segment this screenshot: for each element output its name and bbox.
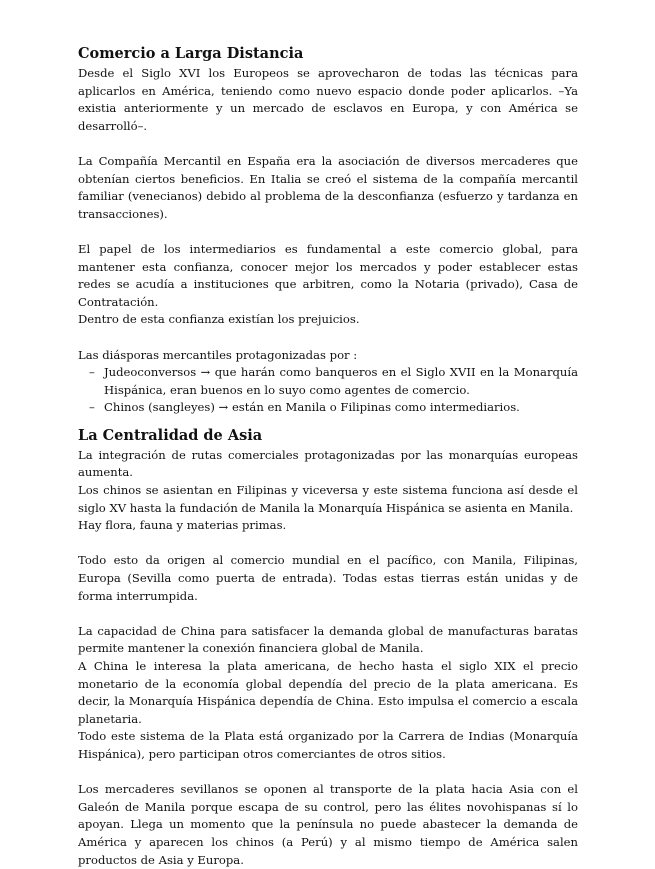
paragraph: A China le interesa la plata americana, de hecho hasta el siglo XIX el precio monetario de la economía global dependía del precio de la plata americana. Es decir, la Monarquía Hispánica dependía de China. Esto impulsa el comercio a escala planetaria. bbox=[78, 659, 578, 726]
paragraph: Todo este sistema de la Plata está organizado por la Carrera de Indias (Monarquía Hispánica), pero participan otros comerciantes de otros sitios. bbox=[78, 729, 578, 761]
list-item: – Chinos (sangleyes) → están en Manila o Filipinas como intermediarios. bbox=[78, 399, 578, 417]
paragraph-spacer bbox=[78, 535, 578, 553]
paragraph: Las diásporas mercantiles protagonizadas por : bbox=[78, 347, 358, 362]
section-centralidad bbox=[78, 426, 578, 869]
paragraph-spacer bbox=[78, 135, 578, 153]
paragraph-spacer bbox=[78, 605, 578, 623]
diasporas-list bbox=[78, 364, 578, 417]
paragraph-spacer bbox=[78, 223, 578, 241]
section-heading-asia: La Centralidad de Asia bbox=[78, 426, 263, 444]
paragraph-spacer bbox=[78, 329, 578, 347]
paragraph: Hay flora, fauna y materias primas. bbox=[78, 518, 287, 533]
paragraph: La integración de rutas comerciales protagonizadas por las monarquías europeas aumenta. bbox=[78, 447, 578, 480]
paragraph: Los mercaderes sevillanos se oponen al transporte de la plata hacia Asia con el Galeón de Manila porque escapa de su control, pero las élites novohispanas sí lo apoyan. Llega un momento que la península no puede abastecer la demanda de América y aparecen los chinos (a Perú) y al mismo tiempo de América salen productos de Asia y Europa. bbox=[78, 782, 578, 867]
paragraph: Todo esto da origen al comercio mundial en el pacífico, con Manila, Filipinas, Europa (Sevilla como puerta de entrada). Todas estas tierras están unidas y de forma interrumpida. bbox=[78, 553, 578, 603]
paragraph: Desde el Siglo XVI los Europeos se aprovecharon de todas las técnicas para aplicarlos en América, teniendo como nuevo espacio donde poder aplicarlos. –Ya existia anteriormente y un mercado de esclavos en Europa, y con América se desarrolló–. bbox=[78, 66, 578, 133]
paragraph: Los chinos se asientan en Filipinas y viceversa y este sistema funciona así desde el siglo XV hasta la fundación de Manila la Monarquía Hispánica se asienta en Manila. bbox=[78, 483, 578, 515]
list-item: – Judeoconversos → que harán como banqueros en el Siglo XVII en la Monarquía Hispánica, eran buenos en lo suyo como agentes de comercio. bbox=[78, 364, 578, 399]
paragraph-spacer bbox=[78, 764, 578, 782]
document-page bbox=[78, 44, 578, 869]
section-heading-comercio: Comercio a Larga Distancia bbox=[78, 45, 304, 62]
paragraph: El papel de los intermediarios es fundamental a este comercio global, para mantener esta confianza, conocer mejor los mercados y poder establecer estas redes se acudía a instituciones que arbitren, como la Notaria (privado), Casa de Contratación. bbox=[78, 241, 578, 309]
paragraph: La Compañía Mercantil en España era la asociación de diversos mercaderes que obtenían ciertos beneficios. En Italia se creó el sistema de la compañía mercantil familiar (venecianos) debido al problema de la desconfianza (esfuerzo y tardanza en transacciones). bbox=[78, 153, 578, 221]
paragraph: Dentro de esta confianza existían los prejuicios. bbox=[78, 312, 360, 327]
paragraph: La capacidad de China para satisfacer la demanda global de manufacturas baratas permite mantener la conexión financiera global de Manila. bbox=[78, 623, 578, 656]
